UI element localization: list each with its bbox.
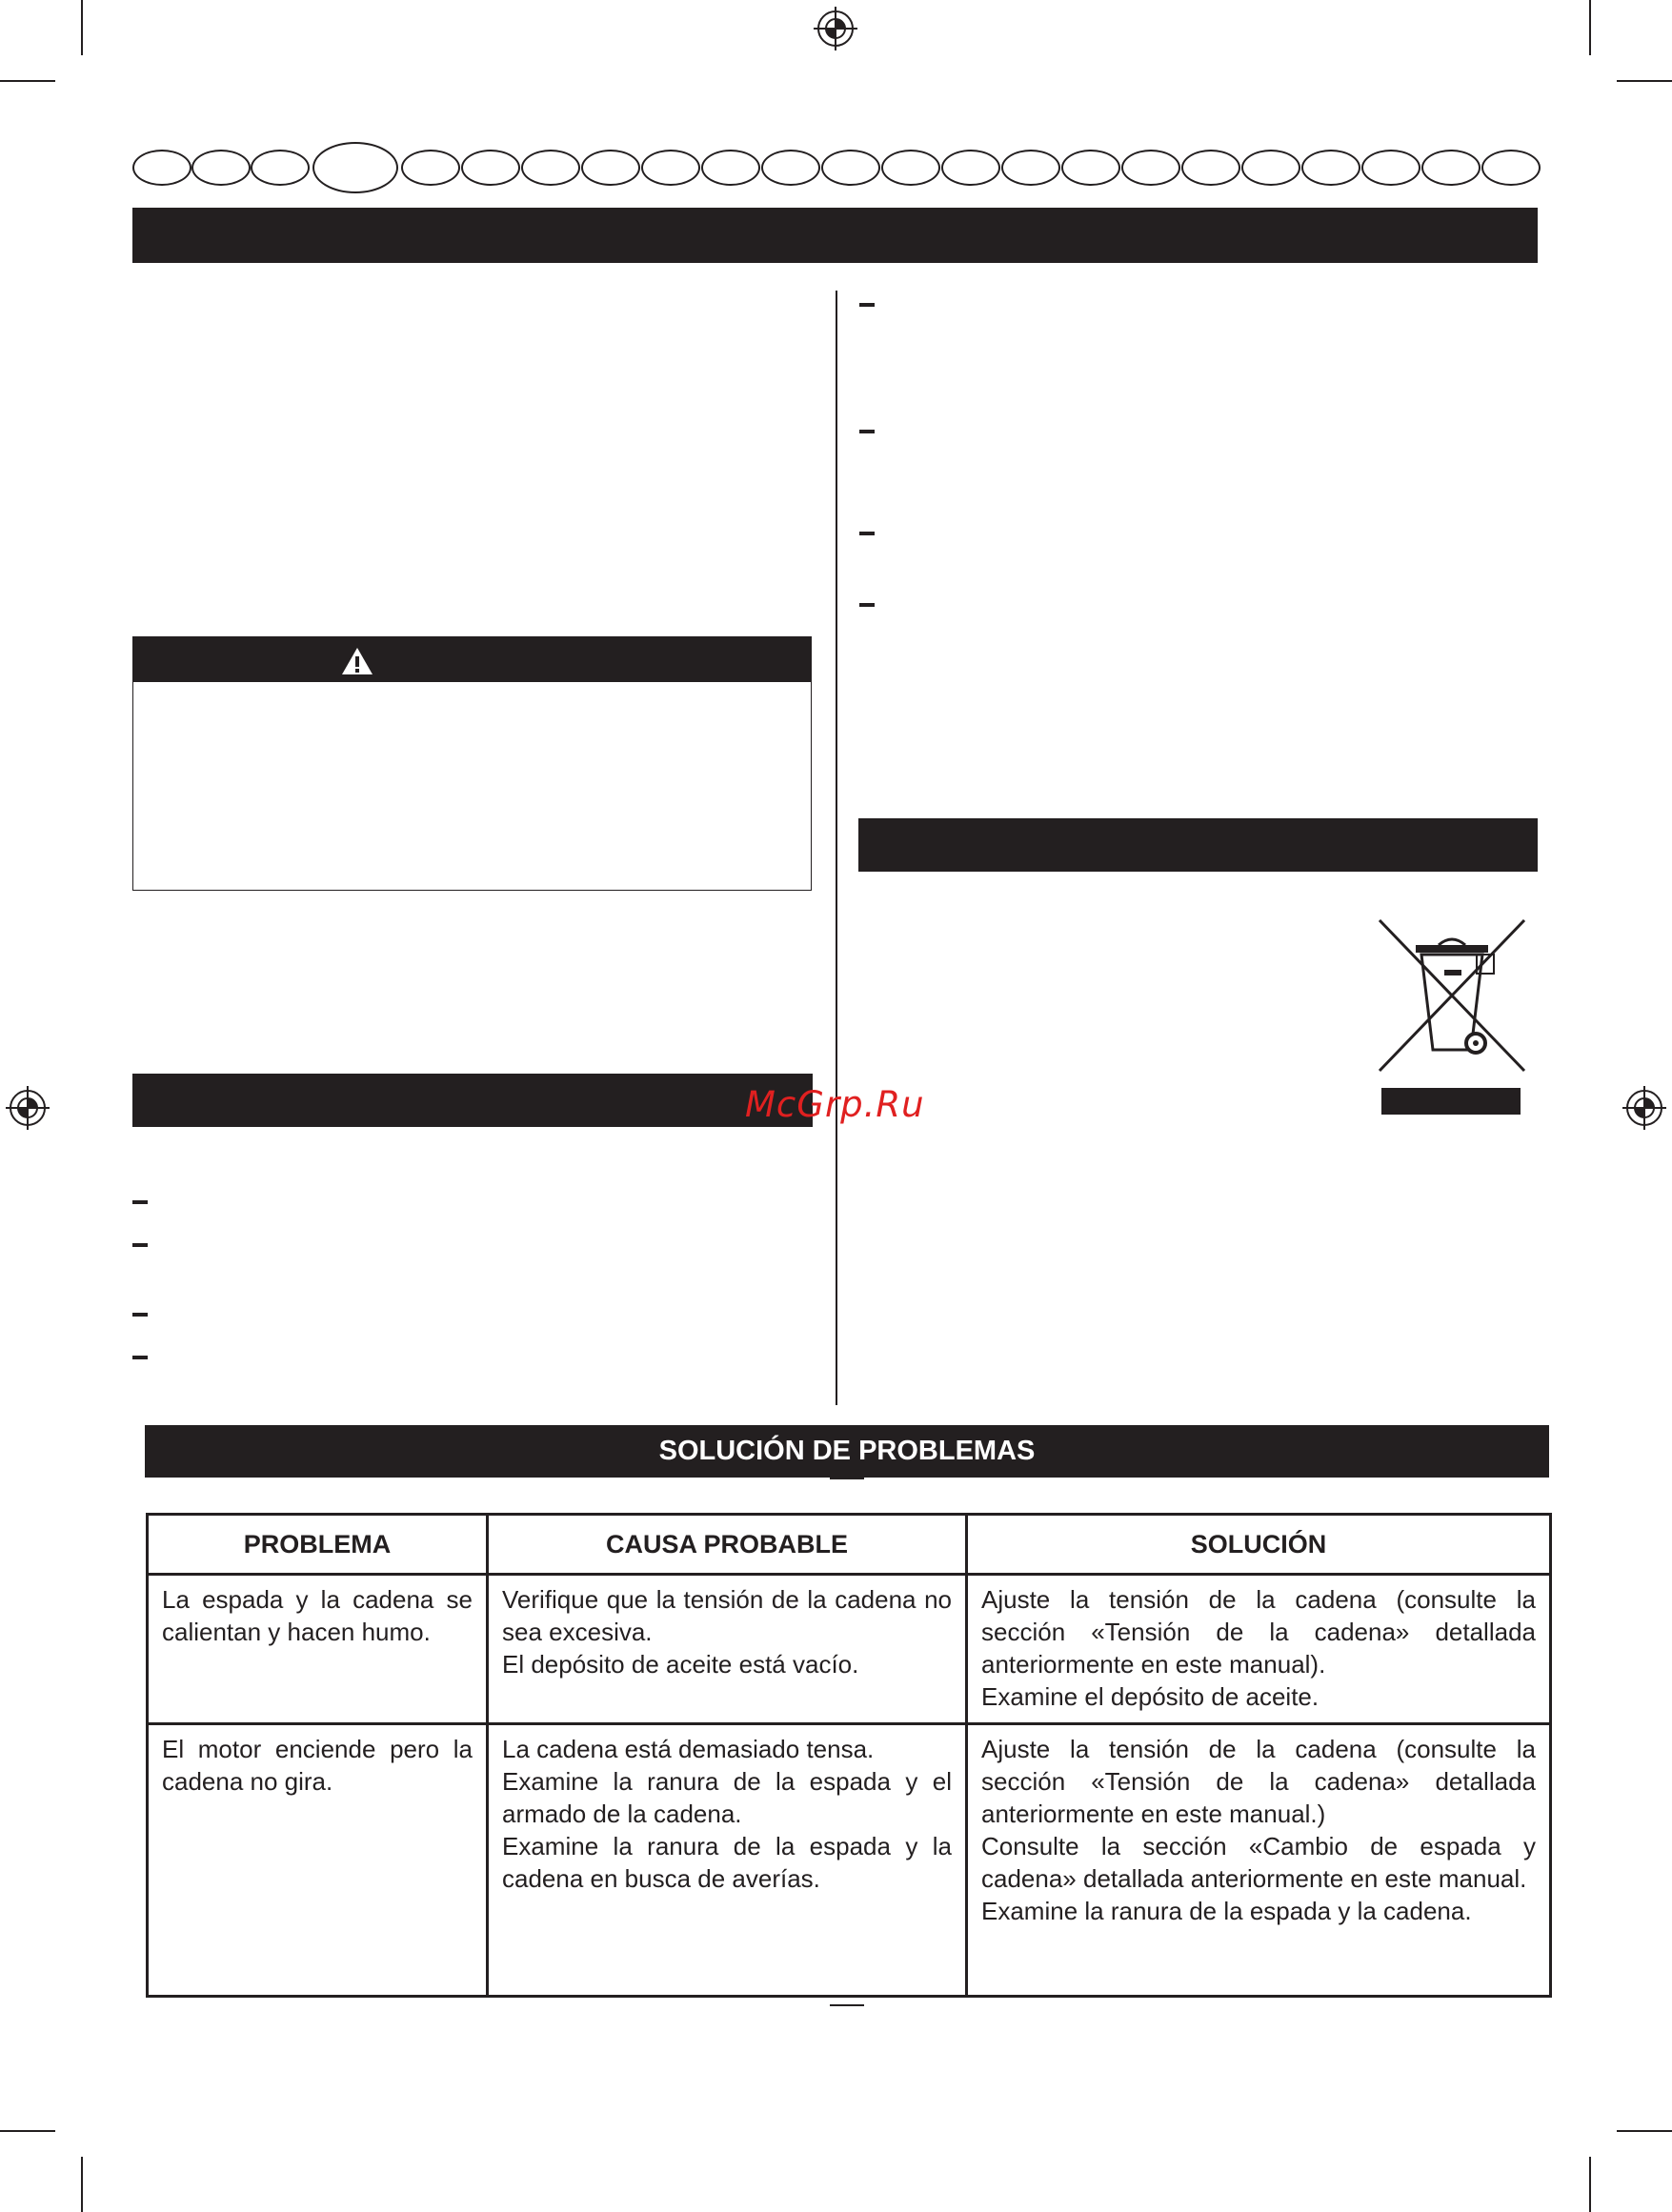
language-tab xyxy=(641,150,700,186)
table-row xyxy=(148,1575,1551,1724)
troubleshooting-table xyxy=(146,1513,1552,1998)
warning-header xyxy=(133,637,811,682)
language-tab xyxy=(251,150,310,186)
warning-box xyxy=(132,636,812,891)
language-tab xyxy=(821,150,880,186)
crop-mark xyxy=(81,0,83,55)
language-tab xyxy=(1241,150,1300,186)
language-tab xyxy=(761,150,820,186)
header-solution: SOLUCIÓN xyxy=(967,1515,1551,1575)
registration-mark-icon xyxy=(6,1086,50,1130)
cell-text: Examine la ranura de la espada y la cadena. xyxy=(981,1897,1472,1925)
page-header-bar xyxy=(132,208,1538,263)
language-tab xyxy=(1361,150,1420,186)
crossed-out-bin-icon xyxy=(1378,916,1526,1116)
list-bullet xyxy=(859,532,875,535)
language-tab xyxy=(701,150,760,186)
cause-cell xyxy=(488,1575,967,1724)
language-tab xyxy=(941,150,1000,186)
crop-mark xyxy=(0,80,55,82)
cell-text: La espada y la cadena se calientan y hacen humo. xyxy=(162,1585,473,1646)
cause-cell xyxy=(488,1724,967,1997)
problem-cell xyxy=(148,1724,488,1997)
crop-mark xyxy=(1617,2130,1672,2132)
warning-triangle-icon xyxy=(341,647,373,675)
language-tab xyxy=(132,150,191,186)
cell-text: Examine la ranura de la espada y la cadena en busca de averías. xyxy=(502,1832,952,1893)
cell-text: Ajuste la tensión de la cadena (consulte la sección «Tensión de la cadena» detallada anteriormente en este manual.) xyxy=(981,1735,1536,1828)
language-tab xyxy=(1001,150,1060,186)
registration-mark-icon xyxy=(1622,1086,1666,1130)
cell-text: Verifique que la tensión de la cadena no sea excesiva. xyxy=(502,1585,952,1646)
language-tab xyxy=(1481,150,1541,186)
language-tab xyxy=(401,150,460,186)
cell-text: Examine el depósito de aceite. xyxy=(981,1682,1319,1711)
language-tab xyxy=(581,150,640,186)
list-bullet xyxy=(859,603,875,607)
header-cause: CAUSA PROBABLE xyxy=(488,1515,967,1575)
registration-mark-icon xyxy=(814,7,857,50)
crop-mark xyxy=(81,2157,83,2212)
language-tab xyxy=(1061,150,1120,186)
cell-text: Consulte la sección «Cambio de espada y cadena» detallada anteriormente en este manual. xyxy=(981,1832,1536,1893)
crop-mark xyxy=(1589,0,1591,55)
cell-text: La cadena está demasiado tensa. xyxy=(502,1735,875,1763)
list-bullet xyxy=(859,430,875,433)
column-divider xyxy=(836,291,837,1405)
table-row xyxy=(148,1724,1551,1997)
troubleshooting-title: SOLUCIÓN DE PROBLEMAS xyxy=(145,1425,1549,1478)
crop-mark xyxy=(1589,2157,1591,2212)
language-tabs xyxy=(132,150,1539,188)
language-tab xyxy=(1181,150,1240,186)
list-bullet xyxy=(132,1313,148,1317)
table-header-row xyxy=(148,1515,1551,1575)
solution-cell xyxy=(967,1724,1551,1997)
section-bar-right xyxy=(858,818,1538,872)
language-tab xyxy=(461,150,520,186)
language-tab xyxy=(1421,150,1481,186)
language-tab xyxy=(191,150,251,186)
column-divider-lower xyxy=(830,1478,864,1479)
cell-text: Ajuste la tensión de la cadena (consulte la sección «Tensión de la cadena» detallada anteriormente en este manual). xyxy=(981,1585,1536,1679)
header-problem: PROBLEMA xyxy=(148,1515,488,1575)
cell-text: El depósito de aceite está vacío. xyxy=(502,1650,859,1679)
watermark: McGrp.Ru xyxy=(745,1084,925,1125)
language-tab-active xyxy=(312,142,398,193)
cell-text: El motor enciende pero la cadena no gira. xyxy=(162,1735,473,1796)
language-tab xyxy=(1301,150,1360,186)
problem-cell xyxy=(148,1575,488,1724)
language-tab xyxy=(881,150,940,186)
language-tab xyxy=(1121,150,1180,186)
list-bullet xyxy=(132,1356,148,1359)
list-bullet xyxy=(859,303,875,307)
solution-cell xyxy=(967,1575,1551,1724)
section-bar-left xyxy=(132,1074,813,1127)
list-bullet xyxy=(132,1200,148,1204)
cell-text: Examine la ranura de la espada y el armado de la cadena. xyxy=(502,1767,952,1828)
column-divider-lower xyxy=(830,2004,864,2006)
language-tab xyxy=(521,150,580,186)
crop-mark xyxy=(0,2130,55,2132)
crop-mark xyxy=(1617,80,1672,82)
list-bullet xyxy=(132,1243,148,1247)
